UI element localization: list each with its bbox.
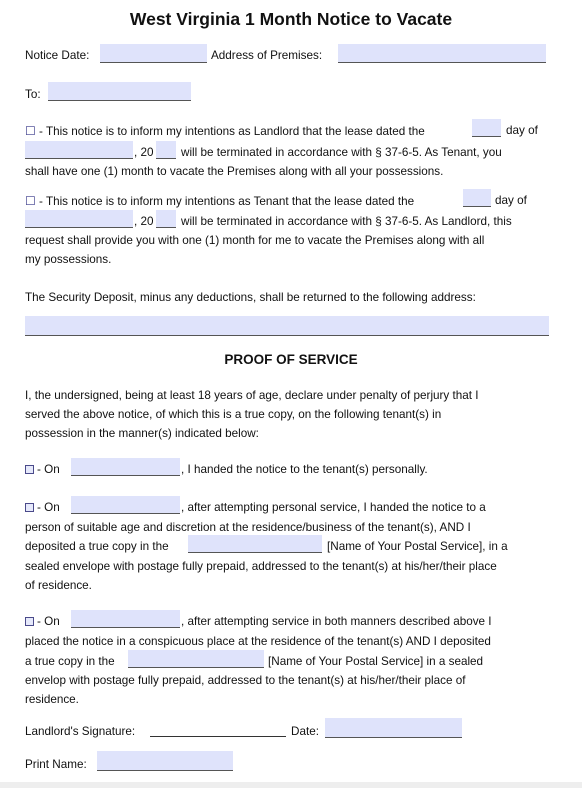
substitute-service-date-field[interactable] (71, 496, 180, 514)
landlord-line3-text: shall have one (1) month to vacate the Premises along with all your possessions. (25, 165, 444, 178)
substitute-service-on: - On (37, 501, 60, 514)
address-label: Address of Premises: (211, 49, 323, 62)
signature-label: Landlord's Signature: (25, 725, 136, 738)
posting-service-checkbox[interactable] (25, 617, 34, 626)
tenant-year-prefix: , 20 (134, 215, 154, 228)
signature-line[interactable] (150, 725, 288, 740)
print-name-label: Print Name: (25, 758, 87, 771)
document-title: West Virginia 1 Month Notice to Vacate (129, 9, 453, 29)
personal-service-text: , I handed the notice to the tenant(s) personally. (181, 463, 428, 476)
declaration-line1: I, the undersigned, being at least 18 years of age, declare under penalty of perjury that I (25, 389, 479, 402)
substitute-service-checkbox[interactable] (25, 503, 34, 512)
date-label: Date: (291, 725, 319, 738)
declaration-line2: served the above notice, of which this is a true copy, on the following tenant(s) in (25, 408, 442, 421)
page-bottom-edge (0, 782, 582, 788)
personal-service-on: - On (37, 463, 60, 476)
posting-line4: envelop with postage fully prepaid, addressed to the tenant(s) at his/her/their place of (25, 674, 466, 687)
posting-postal-service-field[interactable] (128, 650, 264, 668)
personal-service-prefix (25, 463, 60, 477)
return-address-field[interactable] (25, 316, 549, 336)
tenant-line3-text: request shall provide you with one (1) month for me to vacate the Premises along with all (25, 234, 485, 247)
personal-service-date-field[interactable] (71, 458, 180, 476)
landlord-day-of-text: day of (506, 124, 538, 137)
substitute-line3-b: [Name of Your Postal Service], in a (327, 540, 508, 553)
tenant-option-line1 (25, 194, 414, 209)
posting-service-date-field[interactable] (71, 610, 180, 628)
substitute-service-prefix (25, 501, 60, 515)
to-label: To: (25, 88, 41, 101)
substitute-line1: , after attempting personal service, I handed the notice to a (181, 501, 486, 514)
tenant-line2-text: will be terminated in accordance with § 37-6-5. As Landlord, this (181, 215, 512, 228)
declaration-line3: possession in the manner(s) indicated below: (25, 427, 259, 440)
posting-service-prefix (25, 615, 60, 629)
landlord-option-checkbox[interactable]: ☐ (25, 124, 36, 138)
substitute-line4: sealed envelope with postage fully prepaid, addressed to the tenant(s) at his/her/their place (25, 560, 497, 573)
tenant-option-text-a: - This notice is to inform my intentions as Tenant that the lease dated the (39, 195, 415, 208)
tenant-lease-year-field[interactable] (156, 210, 176, 228)
personal-service-checkbox[interactable] (25, 465, 34, 474)
substitute-postal-service-field[interactable] (188, 535, 322, 553)
proof-of-service-heading: PROOF OF SERVICE (224, 352, 358, 367)
tenant-day-of-text: day of (495, 194, 527, 207)
landlord-option-text-a: - This notice is to inform my intentions as Landlord that the lease dated the (39, 125, 425, 138)
posting-line3-b: [Name of Your Postal Service] in a sealed (268, 655, 484, 668)
tenant-lease-day-field[interactable] (463, 189, 491, 207)
print-name-field[interactable] (97, 751, 233, 771)
substitute-line5: of residence. (25, 579, 92, 592)
signature-date-field[interactable] (325, 718, 462, 738)
posting-line2: placed the notice in a conspicuous place at the residence of the tenant(s) AND I deposited (25, 635, 491, 648)
tenant-option-checkbox[interactable]: ☐ (25, 194, 36, 208)
to-field[interactable] (48, 82, 191, 101)
tenant-lease-month-field[interactable] (25, 210, 133, 228)
substitute-line2: person of suitable age and discretion at the residence/business of the tenant(s), AND I (25, 521, 471, 534)
posting-line1: , after attempting service in both manners described above I (181, 615, 492, 628)
address-field[interactable] (338, 44, 546, 63)
landlord-option-line1 (25, 124, 425, 139)
posting-line5: residence. (25, 693, 79, 706)
posting-line3-a: a true copy in the (25, 655, 115, 668)
landlord-year-prefix: , 20 (134, 146, 154, 159)
landlord-lease-day-field[interactable] (472, 119, 501, 137)
landlord-line2-text: will be terminated in accordance with § 37-6-5. As Tenant, you (181, 146, 502, 159)
notice-date-label: Notice Date: (25, 49, 90, 62)
landlord-lease-year-field[interactable] (156, 141, 176, 159)
substitute-line3-a: deposited a true copy in the (25, 540, 169, 553)
security-deposit-text: The Security Deposit, minus any deductions, shall be returned to the following address: (25, 291, 476, 304)
landlord-lease-month-field[interactable] (25, 141, 133, 159)
posting-service-on: - On (37, 615, 60, 628)
notice-date-field[interactable] (100, 44, 207, 63)
tenant-line4-text: my possessions. (25, 253, 112, 266)
